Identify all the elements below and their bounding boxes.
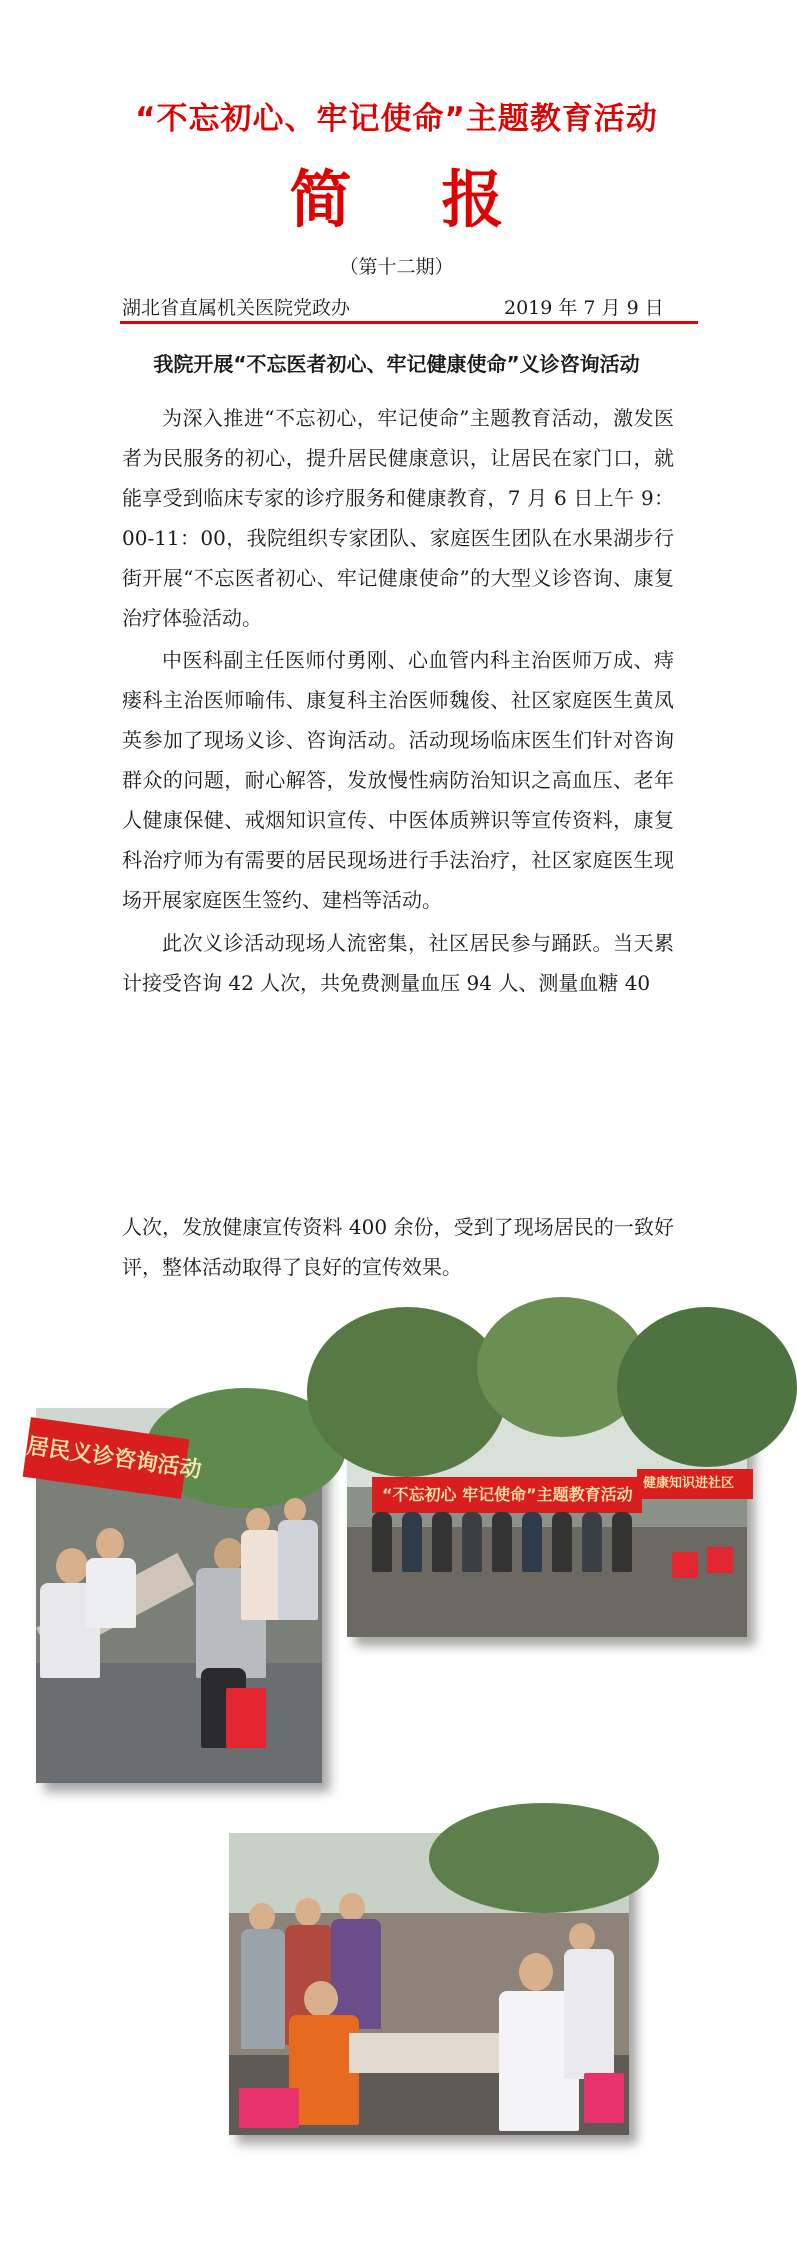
article-paragraph-3-continued: 人次，发放健康宣传资料 400 余份，受到了现场居民的一致好评，整体活动取得了良好的宣传效果。 [122, 1215, 674, 1279]
photo2-banner-right: 健康知识进社区 [637, 1469, 753, 1499]
header-divider [120, 321, 698, 324]
issue-date: 2019 年 7 月 9 日 [504, 297, 664, 319]
issue-number: （第十二期） [339, 256, 454, 278]
photo-consultation-tables [25, 1408, 322, 1783]
article-paragraph-1: 为深入推进“不忘初心，牢记使命”主题教育活动，激发医者为民服务的初心，提升居民健康意识，让居民在家门口，就能享受到临床专家的诊疗服务和健康教育，7 月 6 日上午 9：00-11：00，我院组织专家团队、家庭医生团队在水果湖步行街开展“不忘医者初心、牢记健康使命”的大型义诊咨询、康复治疗体验活动。 [122, 406, 674, 630]
photo-street-consultation [229, 1833, 629, 2135]
article-paragraph-2: 中医科副主任医师付勇刚、心血管内科主治医师万成、痔瘘科主治医师喻伟、康复科主治医师魏俊、社区家庭医生黄凤英参加了现场义诊、咨询活动。活动现场临床医生们针对咨询群众的问题，耐心解答，发放慢性病防治知识之高血压、老年人健康保健、戒烟知识宣传、中医体质辨识等宣传资料，康复科治疗师为有需要的居民现场进行手法治疗，社区家庭医生现场开展家庭医生签约、建档等活动。 [122, 648, 674, 912]
page-title: “不忘初心、牢记使命”主题教育活动 [135, 101, 658, 137]
photo-group-banner [347, 1337, 747, 1637]
photo2-banner: “不忘初心 牢记使命”主题教育活动 [372, 1477, 642, 1513]
bulletin-title: 简报 [289, 163, 594, 236]
photo1-banner: 居民义诊咨询活动 [23, 1417, 190, 1499]
article-title: 我院开展“不忘医者初心、牢记健康使命”义诊咨询活动 [153, 352, 640, 376]
issuer-name: 湖北省直属机关医院党政办 [122, 297, 351, 319]
article-paragraph-3: 此次义诊活动现场人流密集，社区居民参与踊跃。当天累计接受咨询 42 人次，共免费测量血压 94 人、测量血糖 40 [122, 931, 674, 995]
